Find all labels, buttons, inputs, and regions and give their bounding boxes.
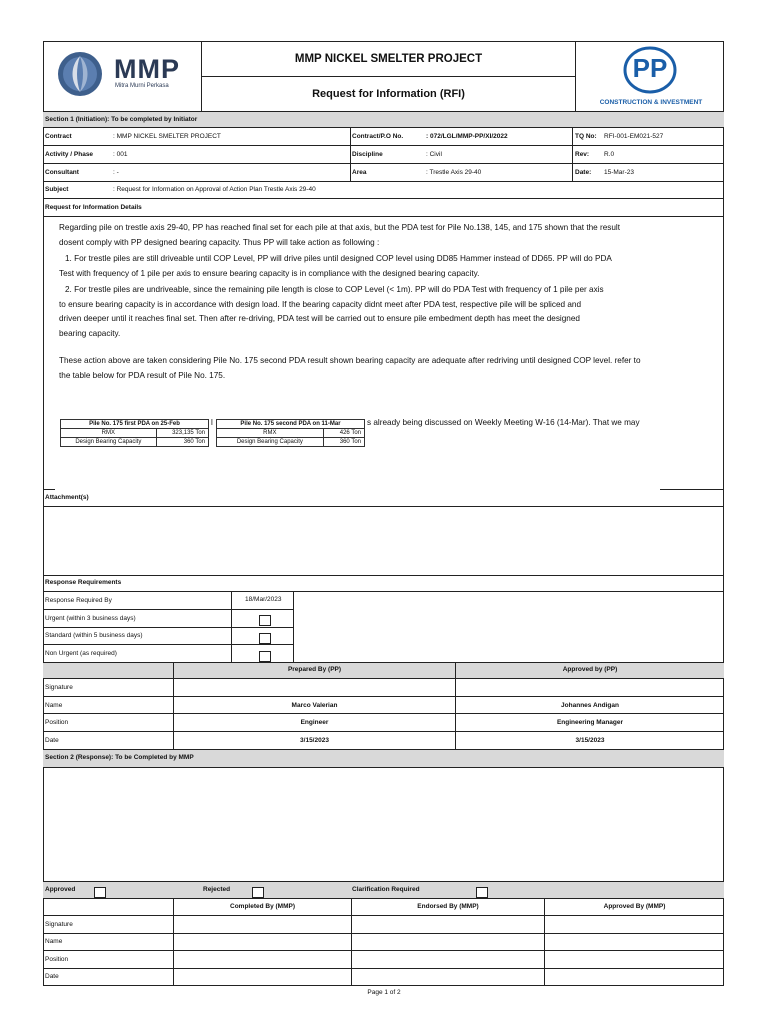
standard-label: Standard (within 5 business days) (45, 632, 143, 639)
contract-po-label: Contract/P.O No. (352, 133, 404, 140)
pp-logo-text: PP (632, 53, 668, 83)
rejected-checkbox[interactable] (252, 887, 264, 898)
attachments-area[interactable] (43, 507, 724, 576)
response-required-by-value[interactable]: 18/Mar/2023 (245, 596, 282, 603)
pda-table-first-row1-label: RMX (61, 429, 157, 438)
prepared-date: 3/15/2023 (300, 737, 329, 744)
rejected-label: Rejected (203, 886, 231, 893)
mmp-logo-mark-icon (56, 50, 104, 98)
urgent-checkbox[interactable] (259, 615, 271, 626)
endorsed-by-header: Endorsed By (MMP) (417, 903, 479, 910)
sign1-signature-label: Signature (45, 684, 73, 691)
pda-table-second-row1-value: 426 Ton (323, 429, 364, 438)
sign2-signature-label: Signature (45, 921, 73, 928)
details-p1a: Regarding pile on trestle axis 29-40, PP has reached final set for each pile at that axis, but the PDA test for Pile No.138, 145, and 175 shown that the result (59, 223, 621, 232)
pp-logo-subtext: CONSTRUCTION & INVESTMENT (599, 99, 703, 106)
discipline-value: : Civil (426, 151, 442, 158)
details-p2a: 1. For trestle piles are still driveable until COP Level, PP will drive piles until designed COP level using DD85 Hammer instead of DD65. PP will do PDA (65, 254, 612, 263)
standard-checkbox[interactable] (259, 633, 271, 644)
sign1-name-label: Name (45, 702, 63, 709)
non-urgent-label: Non Urgent (as required) (45, 650, 117, 657)
date-label: Date: (575, 169, 592, 176)
sign2-name-label: Name (45, 938, 63, 945)
clarification-label: Clarification Required (352, 886, 420, 893)
urgent-label: Urgent (within 3 business days) (45, 615, 136, 622)
sign2-date-label: Date (45, 973, 59, 980)
prepared-position: Engineer (300, 719, 329, 726)
response-required-by-label: Response Required By (45, 597, 112, 604)
details-p3d: bearing capacity. (59, 328, 121, 338)
prepared-name: Marco Valerian (291, 702, 338, 709)
attachments-title: Attachment(s) (45, 494, 89, 501)
mmp-logo-subtext: Mitra Murni Perkasa (115, 83, 169, 89)
project-title: MMP NICKEL SMELTER PROJECT (294, 53, 483, 65)
details-p3c: driven deeper until it reaches final set. Then after re-driving, PDA test will be carried out to ensure pile embedment depth has meet the designed (59, 314, 580, 323)
approved-by-header: Approved by (PP) (562, 666, 618, 673)
tq-value: RFI-001-EM021-527 (604, 133, 664, 140)
page-number: Page 1 of 2 (367, 989, 401, 996)
consultant-label: Consultant (45, 169, 79, 176)
details-p5-left-fragment: l (211, 418, 213, 427)
section2-response-area[interactable] (43, 768, 724, 882)
subject-label: Subject (45, 186, 69, 193)
pp-logo (596, 46, 706, 108)
sign2-position-label: Position (45, 956, 69, 963)
doc-title-cell (202, 77, 575, 111)
details-title: Request for Information Details (45, 204, 142, 211)
contract-value: : MMP NICKEL SMELTER PROJECT (113, 133, 221, 140)
approved-date: 3/15/2023 (575, 737, 605, 744)
activity-value: : 001 (113, 151, 128, 158)
pda-table-first-row2-label: Design Bearing Capacity (61, 438, 157, 447)
section1-header (43, 111, 724, 128)
section2-title: Section 2 (Response): To be Completed by MMP (45, 754, 194, 761)
pda-table-second (216, 419, 365, 447)
sign2-divider-1 (173, 899, 174, 986)
area-label: Area (352, 169, 367, 176)
discipline-label: Discipline (352, 151, 383, 158)
sign2-row-position (43, 951, 724, 969)
pda-table-second-row2-label: Design Bearing Capacity (217, 438, 324, 447)
doc-title: Request for Information (RFI) (312, 88, 465, 100)
pda-table-second-title: Pile No. 175 second PDA on 11-Mar (217, 420, 365, 429)
details-p2b: Test with frequency of 1 pile per axis to ensure bearing capacity is in compliance with the designed bearing capacity. (59, 268, 480, 278)
prepared-by-header: Prepared By (PP) (287, 666, 342, 673)
attachments-header (43, 491, 724, 507)
clarification-checkbox[interactable] (476, 887, 488, 898)
field-divider-1 (350, 128, 351, 182)
details-p1b: dosent comply with PP designed bearing capacity. Thus PP will take action as following : (59, 237, 380, 247)
approved-position: Engineering Manager (556, 719, 624, 726)
area-value: : Trestle Axis 29-40 (426, 169, 482, 176)
contract-po-value: : 072/LGL/MMP-PP/XI/2022 (426, 133, 508, 140)
sign1-position-label: Position (45, 719, 69, 726)
subject-value: : Request for Information on Approval of Action Plan Trestle Axis 29-40 (113, 186, 316, 193)
pda-table-first-title: Pile No. 175 first PDA on 25-Feb (61, 420, 209, 429)
rev-label: Rev: (575, 151, 590, 158)
details-line-left (43, 489, 55, 490)
sign1-row-signature (43, 679, 724, 697)
pda-table-first (60, 419, 209, 447)
pda-table-first-row1-value: 323,135 Ton (156, 429, 208, 438)
field-divider-2 (572, 128, 573, 182)
sign2-divider-2 (351, 899, 352, 986)
section1-title: Section 1 (Initiation): To be completed by Initiator (45, 116, 198, 123)
details-line-right (660, 489, 724, 490)
approved-checkbox[interactable] (94, 887, 106, 898)
pda-table-first-row2-value: 360 Ton (156, 438, 208, 447)
section2-header (43, 750, 724, 768)
approved-name: Johannes Andigan (561, 702, 619, 709)
date-value: 15-Mar-23 (604, 169, 634, 176)
rev-value: R.0 (604, 151, 615, 158)
response-title: Response Requirements (45, 579, 122, 586)
response-header (43, 576, 724, 592)
completed-by-header: Completed By (MMP) (230, 903, 295, 910)
details-p4a: These action above are taken considering Pile No. 175 second PDA result shown bearing capacity are adequate after redriving until designed COP level. refer to (59, 356, 641, 365)
activity-label: Activity / Phase (45, 151, 94, 158)
details-p4b: the table below for PDA result of Pile No. 175. (59, 370, 226, 380)
approved-label: Approved (45, 886, 76, 893)
sign2-row-signature (43, 916, 724, 934)
sign1-date-label: Date (45, 737, 59, 744)
mmp-logo-text: MMP (114, 54, 180, 84)
details-header (43, 199, 724, 217)
mmp-logo (56, 50, 196, 102)
sign2-row-name (43, 934, 724, 951)
details-p3b: to ensure bearing capacity is in accordance with design load. If the bearing capacity didnt meet after PDA test, respective pile will be spliced and (59, 299, 582, 309)
sign2-divider-3 (544, 899, 545, 986)
non-urgent-checkbox[interactable] (259, 651, 271, 662)
details-p3a: 2. For trestle piles are undriveable, since the remaining pile length is close to COP Level (< 1m). PP will do PDA Test with frequency of 1 pile per axis (65, 285, 604, 294)
contract-label: Contract (45, 133, 72, 140)
details-p5-right-fragment: s already being discussed on Weekly Meeting W-16 (14-Mar). That we may (367, 418, 640, 427)
field-row-activity (43, 146, 724, 164)
details-body (59, 221, 709, 383)
consultant-value: : - (113, 169, 119, 176)
approved-by-mmp-header: Approved By (MMP) (603, 903, 666, 910)
tq-label: TQ No: (575, 133, 597, 140)
project-title-cell (202, 41, 575, 77)
pda-table-second-row2-value: 360 Ton (323, 438, 364, 447)
pda-table-second-row1-label: RMX (217, 429, 324, 438)
